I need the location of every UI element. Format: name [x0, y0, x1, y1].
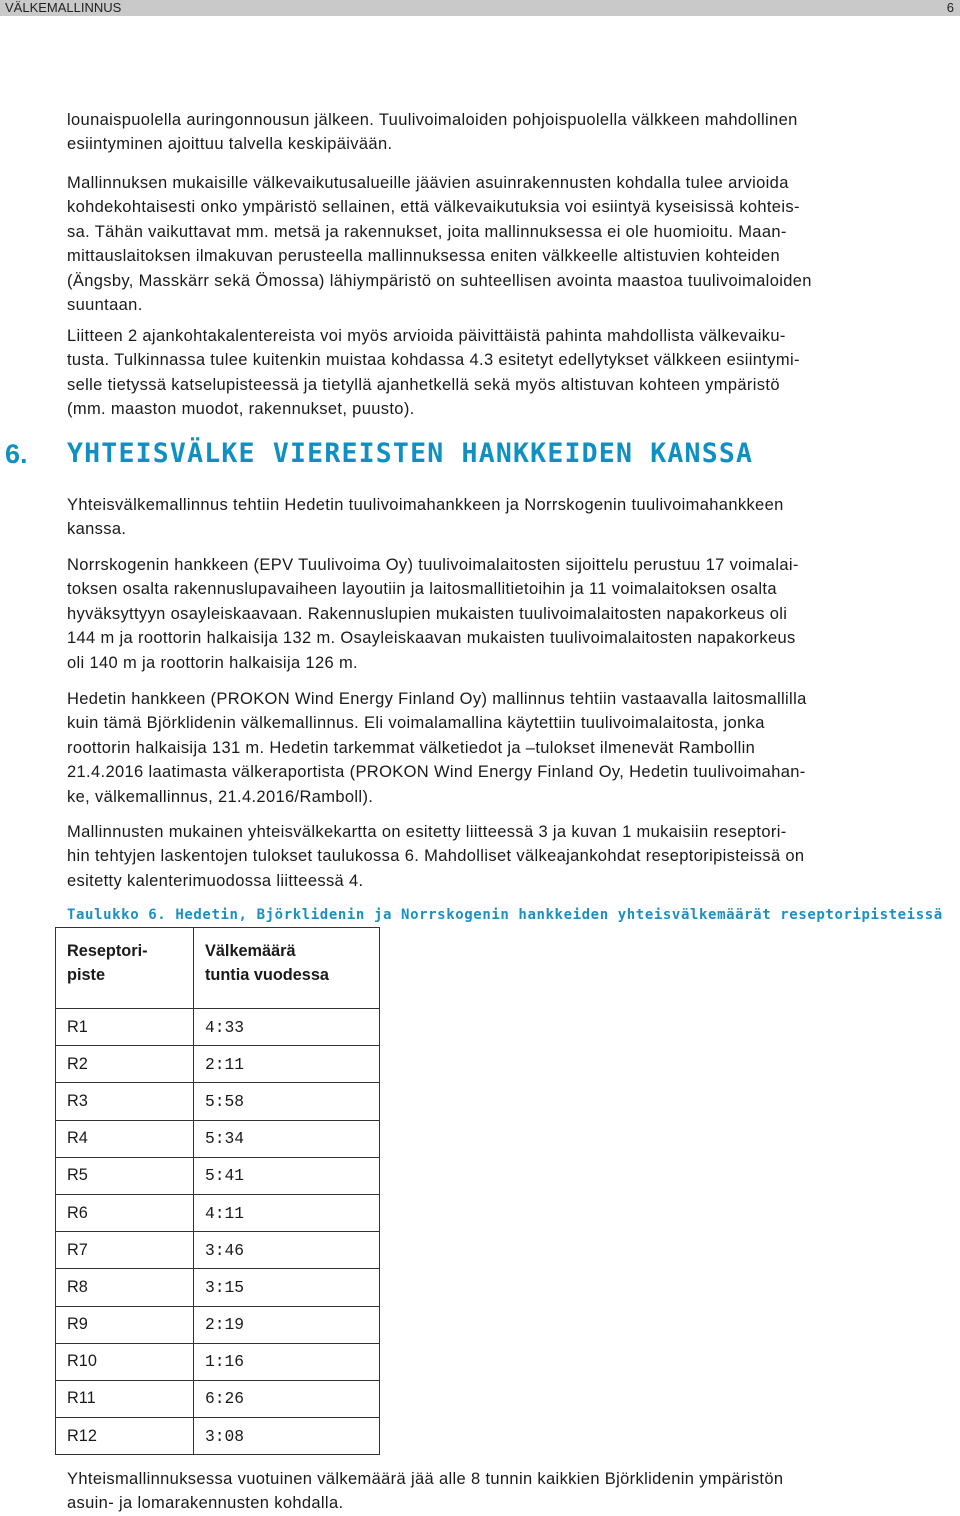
paragraph-1: [67, 108, 947, 157]
page-number: 6: [946, 0, 954, 15]
text-line: Yhteisvälkemallinnus tehtiin Hedetin tuulivoimahankkeen ja Norrskogenin tuulivoimahankkeen: [67, 496, 784, 514]
paragraph-2: [67, 171, 947, 317]
section-number: 6.: [5, 439, 28, 469]
section-title: YHTEISVÄLKE VIEREISTEN HANKKEIDEN KANSSA: [67, 438, 754, 469]
table-row: [56, 1232, 380, 1269]
text-line: ke, välkemallinnus, 21.4.2016/Ramboll).: [67, 787, 374, 806]
text-line: asuin- ja lomarakennusten kohdalla.: [67, 1494, 344, 1513]
header-line: tuntia vuodessa: [205, 966, 329, 984]
flicker-cell: 2:19: [194, 1306, 380, 1343]
receptor-cell: R10: [56, 1343, 194, 1380]
receptor-cell: R11: [56, 1380, 194, 1417]
text-line: hyväksyttyyn osayleiskaavaan. Rakennuslupien mukaisten tuulivoimalaitosten napakorkeus oli: [67, 604, 788, 623]
text-line: Liitteen 2 ajankohtakalentereista voi myös arvioida päivittäistä pahinta mahdollista välkevaiku-: [67, 327, 786, 345]
text-line: (Ängsby, Masskärr sekä Ömossa) lähiympäristö on suhteellisen avointa maastoa tuulivoimaloiden: [67, 271, 812, 290]
receptor-cell: R1: [56, 1009, 194, 1046]
text-line: Yhteismallinnuksessa vuotuinen välkemäärä jää alle 8 tunnin kaikkien Björklidenin ympäristön: [67, 1470, 784, 1488]
flicker-cell: 4:11: [194, 1194, 380, 1231]
text-line: kuin tämä Björklidenin välkemallinnus. Eli voimalamallina käytettiin tuulivoimalaitosta, jonka: [67, 714, 765, 733]
flicker-cell: 3:46: [194, 1232, 380, 1269]
text-line: 144 m ja roottorin halkaisija 132 m. Osayleiskaavan mukaisten tuulivoimalaitosten napakorkeus: [67, 629, 796, 648]
text-line: suuntaan.: [67, 296, 143, 315]
receptor-cell: R2: [56, 1046, 194, 1083]
text-line: oli 140 m ja roottorin halkaisija 126 m.: [67, 653, 358, 672]
text-line: esiintyminen ajoittuu talvella keskipäivään.: [67, 135, 393, 154]
text-line: kanssa.: [67, 520, 127, 539]
text-line: Mallinnuksen mukaisille välkevaikutusalueille jäävien asuinrakennusten kohdalla tulee arvioida: [67, 174, 789, 192]
document-title: VÄLKEMALLINNUS: [5, 0, 122, 15]
paragraph-3: [67, 324, 947, 422]
text-line: toksen osalta rakennuslupavaiheen layoutiin ja laitosmallitietoihin ja 11 voimalaitoksen osalta: [67, 580, 777, 599]
receptor-cell: R3: [56, 1083, 194, 1120]
column-header-receptor: [56, 928, 194, 1009]
paragraph-5: [67, 553, 947, 675]
table-row: [56, 1046, 380, 1083]
flicker-cell: 3:08: [194, 1418, 380, 1455]
text-line: kohdekohtaisesti onko ympäristö sellainen, että välkevaikutuksia voi esiintyä kyseisissä kohteis-: [67, 198, 800, 217]
flicker-cell: 6:26: [194, 1380, 380, 1417]
table-row: [56, 1120, 380, 1157]
text-line: selle tietyssä katselupisteessä ja tietyllä ajanhetkellä sekä myös altistuvan kohteen ympäristö: [67, 375, 780, 394]
text-line: lounaispuolella auringonnousun jälkeen. Tuulivoimaloiden pohjoispuolella välkkeen mahdollinen: [67, 111, 798, 129]
table-row: [56, 1418, 380, 1455]
paragraph-8: [67, 1467, 947, 1516]
header-line: piste: [67, 966, 106, 984]
receptor-cell: R7: [56, 1232, 194, 1269]
flicker-cell: 2:11: [194, 1046, 380, 1083]
table-row: [56, 1083, 380, 1120]
text-line: roottorin halkaisija 131 m. Hedetin tarkemmat välketiedot ja –tulokset ilmenevät Rambollin: [67, 738, 756, 757]
text-line: Mallinnusten mukainen yhteisvälkekartta on esitetty liitteessä 3 ja kuvan 1 mukaisiin reseptori-: [67, 823, 787, 841]
table-caption: Taulukko 6. Hedetin, Björklidenin ja Norrskogenin hankkeiden yhteisvälkemäärät reseptoripisteissä: [67, 907, 943, 923]
text-line: hin tehtyjen laskentojen tulokset taulukossa 6. Mahdolliset välkeajankohdat reseptoripisteissä on: [67, 847, 805, 866]
table-row: [56, 1343, 380, 1380]
table-row: [56, 1157, 380, 1194]
table-row: [56, 1380, 380, 1417]
text-line: (mm. maaston muodot, rakennukset, puusto).: [67, 400, 415, 419]
table-row: [56, 1194, 380, 1231]
paragraph-6: [67, 687, 947, 809]
table-header-row: [56, 928, 380, 1009]
flicker-cell: 1:16: [194, 1343, 380, 1380]
receptor-cell: R6: [56, 1194, 194, 1231]
text-line: esitetty kalenterimuodossa liitteessä 4.: [67, 871, 364, 890]
table-row: [56, 1009, 380, 1046]
text-line: sa. Tähän vaikuttavat mm. metsä ja rakennukset, joita mallinnuksessa ei ole huomioitu. Maan-: [67, 222, 787, 241]
receptor-cell: R5: [56, 1157, 194, 1194]
table-row: [56, 1306, 380, 1343]
receptor-cell: R4: [56, 1120, 194, 1157]
text-line: tusta. Tulkinnassa tulee kuitenkin muistaa kohdassa 4.3 esitetyt edellytykset välkkeen esiintymi-: [67, 351, 800, 370]
paragraph-7: [67, 820, 947, 893]
flicker-cell: 5:58: [194, 1083, 380, 1120]
table-row: [56, 1269, 380, 1306]
column-header-flicker: [194, 928, 380, 1009]
text-line: Hedetin hankkeen (PROKON Wind Energy Finland Oy) mallinnus tehtiin vastaavalla laitosmallilla: [67, 690, 807, 708]
paragraph-4: [67, 493, 947, 542]
header-line: Välkemäärä: [205, 942, 296, 960]
receptor-cell: R12: [56, 1418, 194, 1455]
page-header: [0, 0, 960, 16]
text-line: Norrskogenin hankkeen (EPV Tuulivoima Oy) tuulivoimalaitosten sijoittelu perustuu 17 voimalai-: [67, 556, 799, 574]
flicker-cell: 5:34: [194, 1120, 380, 1157]
flicker-cell: 4:33: [194, 1009, 380, 1046]
receptor-cell: R8: [56, 1269, 194, 1306]
text-line: mittauslaitoksen ilmakuvan perusteella mallinnuksessa eniten välkkeelle altistuvien kohteiden: [67, 247, 781, 266]
text-line: 21.4.2016 laatimasta välkeraportista (PROKON Wind Energy Finland Oy, Hedetin tuulivoimahan-: [67, 763, 806, 782]
flicker-cell: 5:41: [194, 1157, 380, 1194]
receptor-cell: R9: [56, 1306, 194, 1343]
header-line: Reseptori-: [67, 942, 148, 960]
flicker-cell: 3:15: [194, 1269, 380, 1306]
flicker-table: [55, 927, 380, 1455]
